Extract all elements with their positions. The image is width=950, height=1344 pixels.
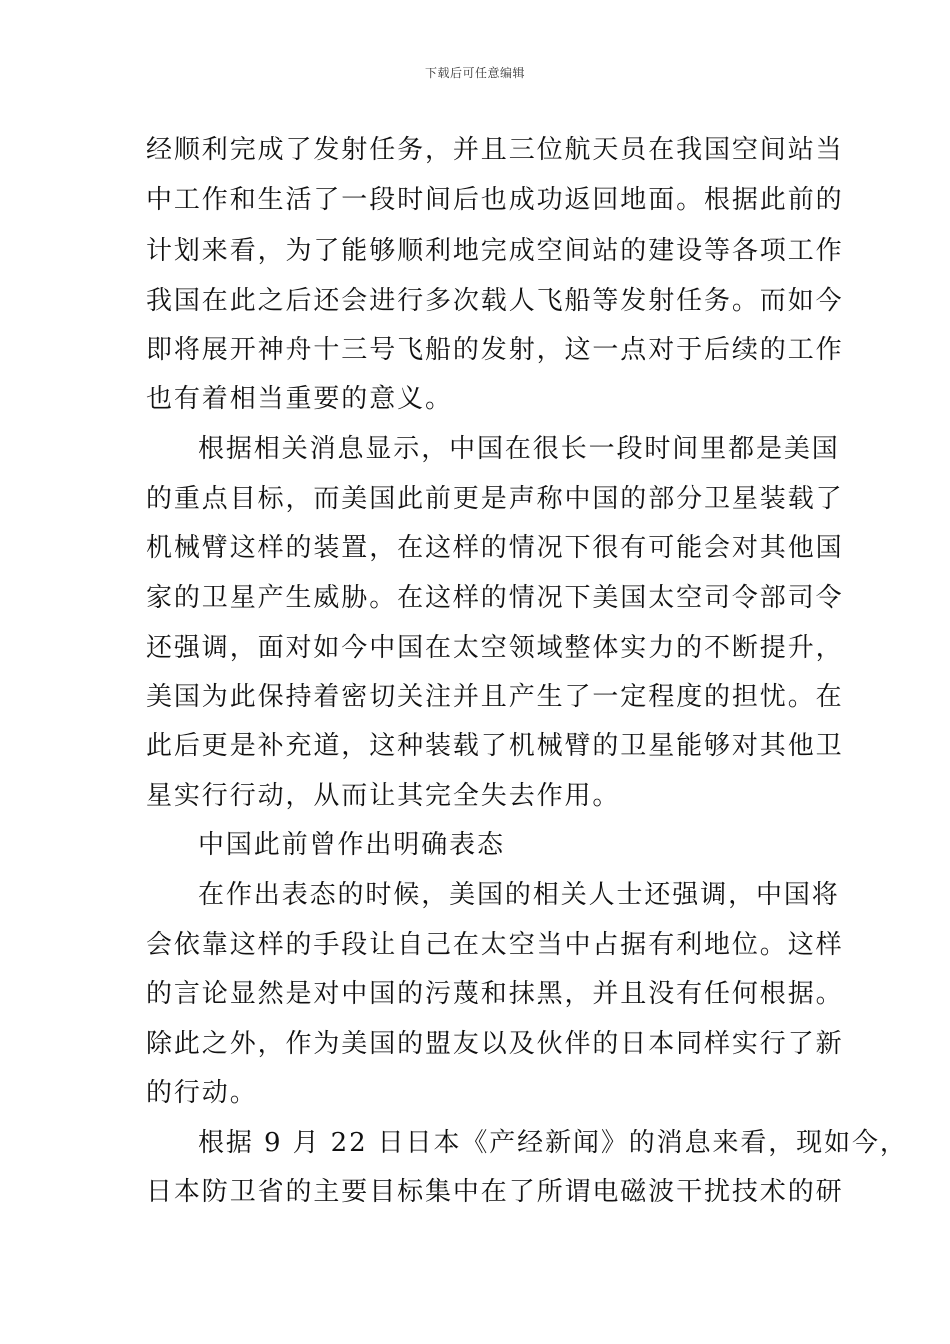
section-heading: 中国此前曾作出明确表态	[198, 830, 505, 860]
paragraph-first-line: 根据相关消息显示，中国在很长一段时间里都是美国	[198, 434, 840, 464]
text-line: 星实行行动，从而让其完全失去作用。	[146, 781, 621, 811]
text-line: 经顺利完成了发射任务，并且三位航天员在我国空间站当	[146, 135, 844, 165]
text-line: 还强调，面对如今中国在太空领域整体实力的不断提升，	[146, 633, 844, 663]
text-line: 的行动。	[146, 1078, 258, 1108]
text-line: 的言论显然是对中国的污蔑和抹黑，并且没有任何根据。	[146, 979, 844, 1009]
text-line: 计划来看，为了能够顺利地完成空间站的建设等各项工作	[146, 236, 844, 266]
page-header: 下载后可任意编辑	[424, 66, 525, 80]
text-line: 中工作和生活了一段时间后也成功返回地面。根据此前的	[146, 185, 844, 215]
text-line: 美国为此保持着密切关注并且产生了一定程度的担忧。在	[146, 682, 844, 712]
text-line: 即将展开神舟十三号飞船的发射，这一点对于后续的工作	[146, 335, 844, 365]
text-line: 日本防卫省的主要目标集中在了所谓电磁波干扰技术的研	[146, 1177, 844, 1207]
text-line: 除此之外，作为美国的盟友以及伙伴的日本同样实行了新	[146, 1029, 844, 1059]
paragraph-first-line: 根据 9 月 22 日日本《产经新闻》的消息来看，现如今，	[198, 1128, 908, 1158]
text-line: 此后更是补充道，这种装载了机械臂的卫星能够对其他卫	[146, 731, 844, 761]
paragraph-first-line: 在作出表态的时候，美国的相关人士还强调，中国将	[198, 880, 840, 910]
text-line: 也有着相当重要的意义。	[146, 384, 453, 414]
text-line: 家的卫星产生威胁。在这样的情况下美国太空司令部司令	[146, 583, 844, 613]
text-line: 会依靠这样的手段让自己在太空当中占据有利地位。这样	[146, 930, 844, 960]
text-line: 的重点目标，而美国此前更是声称中国的部分卫星装载了	[146, 484, 844, 514]
text-line: 机械臂这样的装置，在这样的情况下很有可能会对其他国	[146, 533, 844, 563]
text-line: 我国在此之后还会进行多次载人飞船等发射任务。而如今	[146, 286, 844, 316]
